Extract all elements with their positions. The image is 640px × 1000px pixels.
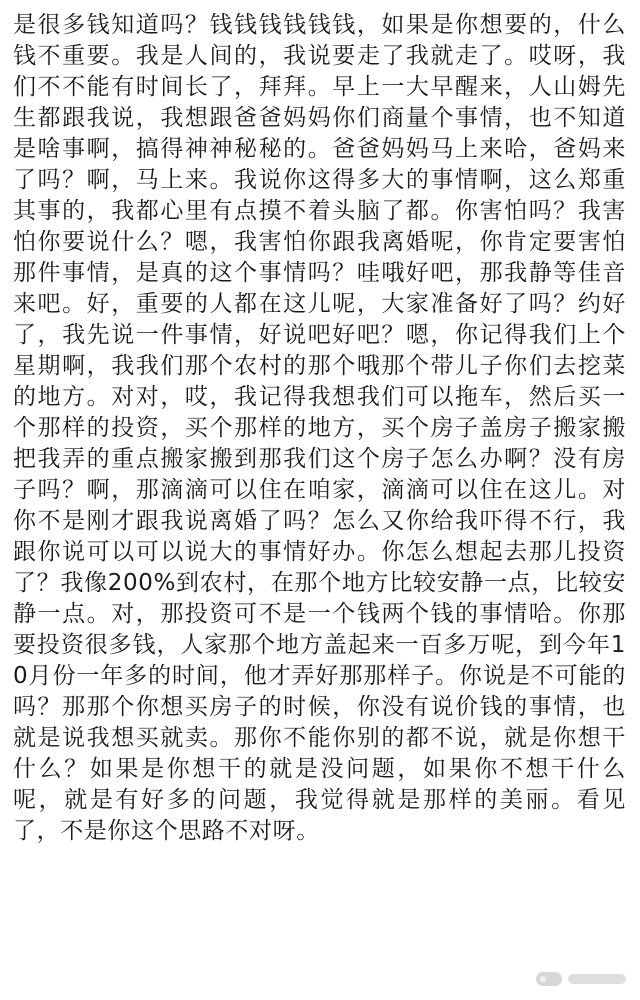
watermark-bar <box>568 974 626 984</box>
transcript-paragraph: 是很多钱知道吗？钱钱钱钱钱钱，如果是你想要的，什么钱不重要。我是人间的，我说要走了我就走了。哎呀，我们不不能有时间长了，拜拜。早上一大早醒来，人山姆先生都跟我说，我想跟爸爸妈妈你们商量个事情，也不知道是啥事啊，搞得神神秘秘的。爸爸妈妈马上来哈，爸妈来了吗？啊，马上来。我说你这得多大的事情啊，这么郑重其事的，我都心里有点摸不着头脑了都。你害怕吗？我害怕你要说什么？嗯，我害怕你跟我离婚呢，你肯定要害怕那件事情，是真的这个事情吗？哇哦好吧，那我静等佳音来吧。好，重要的人都在这儿呢，大家准备好了吗？约好了，我先说一件事情，好说吧好吧？嗯，你记得我们上个星期啊，我我们那个农村的那个哦那个带儿子你们去挖菜的地方。对对，哎，我记得我想我们可以拖车，然后买一个那样的投资，买个那样的地方，买个房子盖房子搬家搬把我弄的重点搬家搬到那我们这个房子怎么办啊？没有房子吗？啊，那滴滴可以住在咱家，滴滴可以住在这儿。对你不是刚才跟我说离婚了吗？怎么又你给我吓得不行，我跟你说可以可以说大的事情好办。你怎么想起去那儿投资了？我像200%到农村，在那个地方比较安静一点，比较安静一点。对，那投资可不是一个钱两个钱的事情哈。你那要投资很多钱，人家那个地方盖起来一百多万呢，到今年10月份一年多的时间，他才弄好那那样子。你说是不可能的吗？那那个你想买房子的时候，你没有说价钱的事情，也就是说我想买就卖。那你不能你别的都不说，就是你想干什么？如果是你想干的就是没问题，如果你不想干什么呢，就是有好多的问题，我觉得就是那样的美丽。看见了，不是你这个思路不对呀。 <box>13 12 626 844</box>
watermark-logo-icon <box>536 972 562 986</box>
watermark <box>536 972 626 986</box>
